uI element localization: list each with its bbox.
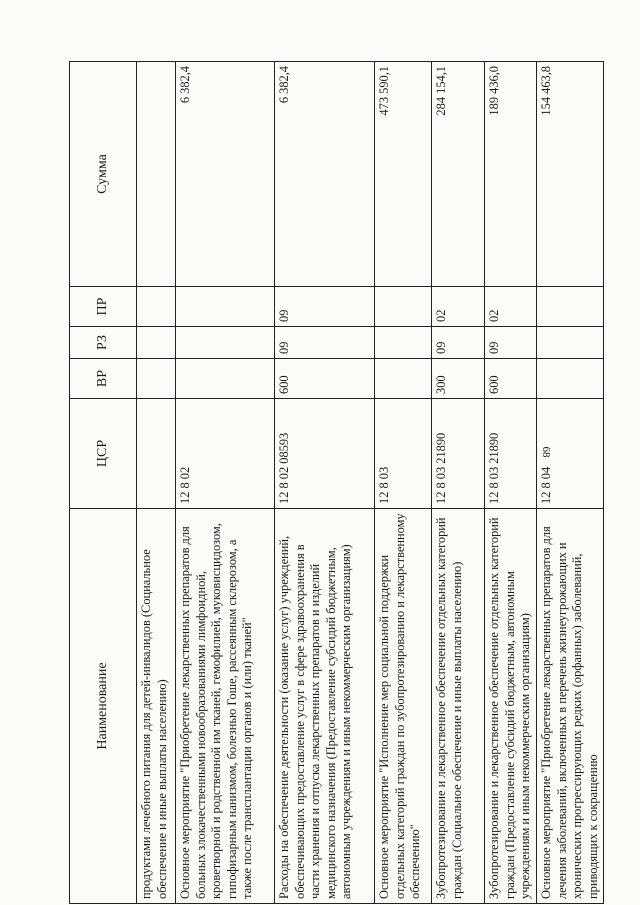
header-csr: ЦСР	[70, 399, 137, 509]
table-row	[537, 62, 604, 904]
table-row	[485, 62, 537, 904]
cell-sum: 6 382,4	[176, 62, 275, 287]
cell-csr: 12 8 04	[537, 399, 604, 509]
table-row	[176, 62, 275, 904]
cell-rz	[375, 327, 432, 359]
cell-rz	[137, 327, 176, 359]
cell-rz: 09	[485, 327, 537, 359]
cell-vr	[137, 359, 176, 399]
cell-csr: 12 8 03	[375, 399, 432, 509]
table-header-row	[70, 62, 137, 904]
cell-name: Основное мероприятие "Исполнение мер социальной поддержки отдельных категорий граждан по зубопротезированию и лекарственному обеспечению"	[375, 509, 432, 904]
cell-vr	[375, 359, 432, 399]
cell-csr: 12 8 03 21890	[485, 399, 537, 509]
cell-sum	[137, 62, 176, 287]
cell-pr	[375, 287, 432, 327]
cell-csr	[137, 399, 176, 509]
cell-pr: 09	[275, 287, 375, 327]
cell-name: Основное мероприятие "Приобретение лекарственных препаратов для больных злокачественными новообразованиями лимфоидной, кроветворной и родственной им тканей, гемофилией, муковисцидозом, гипофизарным нанизмом, болезнью Гоше, рассеянным склерозом, а также после трансплантации органов и (или) тканей"	[176, 509, 275, 904]
cell-sum: 473 590,1	[375, 62, 432, 287]
header-vr: ВР	[70, 359, 137, 399]
table-row	[275, 62, 375, 904]
cell-name: Зубопротезирование и лекарственное обеспечение отдельных категорий граждан (Предоставление субсидий бюджетным, автономным учреждениям и иным некоммерческим организациям)	[485, 509, 537, 904]
cell-csr: 12 8 02 08593	[275, 399, 375, 509]
cell-pr: 02	[432, 287, 485, 327]
cell-sum: 189 436,0	[485, 62, 537, 287]
header-sum: Сумма	[70, 62, 137, 287]
cell-name: продуктами лечебного питания для детей-инвалидов (Социальное обеспечение и иные выплаты населению)	[137, 509, 176, 904]
header-pr: ПР	[70, 287, 137, 327]
cell-name: Зубопротезирование и лекарственное обеспечение отдельных категорий граждан (Социальное обеспечение и иные выплаты населению)	[432, 509, 485, 904]
cell-rz: 09	[275, 327, 375, 359]
cell-csr: 12 8 03 21890	[432, 399, 485, 509]
cell-pr	[137, 287, 176, 327]
cell-vr: 600	[275, 359, 375, 399]
cell-pr	[537, 287, 604, 327]
cell-sum: 154 463,8	[537, 62, 604, 287]
table-row	[432, 62, 485, 904]
cell-sum: 284 154,1	[432, 62, 485, 287]
cell-rz: 09	[432, 327, 485, 359]
page-number: 68	[540, 446, 552, 458]
cell-rz	[176, 327, 275, 359]
cell-sum: 6 382,4	[275, 62, 375, 287]
cell-vr: 600	[485, 359, 537, 399]
cell-vr	[176, 359, 275, 399]
header-rz: РЗ	[70, 327, 137, 359]
table-row	[137, 62, 176, 904]
budget-table	[69, 61, 604, 904]
cell-rz	[537, 327, 604, 359]
table-row	[375, 62, 432, 904]
cell-name: Расходы на обеспечение деятельности (оказание услуг) учреждений, обеспечивающих предоставление услуг в сфере здравоохранения в части хранения и отпуска лекарственных препаратов и изделий медицинского назначения (Предоставление субсидий бюджетным, автономным учреждениям и иным некоммерческим организациям)	[275, 509, 375, 904]
cell-csr: 12 8 02	[176, 399, 275, 509]
cell-pr	[176, 287, 275, 327]
cell-pr: 02	[485, 287, 537, 327]
cell-vr	[537, 359, 604, 399]
header-name: Наименование	[70, 509, 137, 904]
cell-vr: 300	[432, 359, 485, 399]
cell-name: Основное мероприятие "Приобретение лекарственных препаратов для лечения заболеваний, включенных в перечень жизнеугрожающих и хронических прогрессирующих редких (орфанных) заболеваний, приводящих к сокращению	[537, 509, 604, 904]
